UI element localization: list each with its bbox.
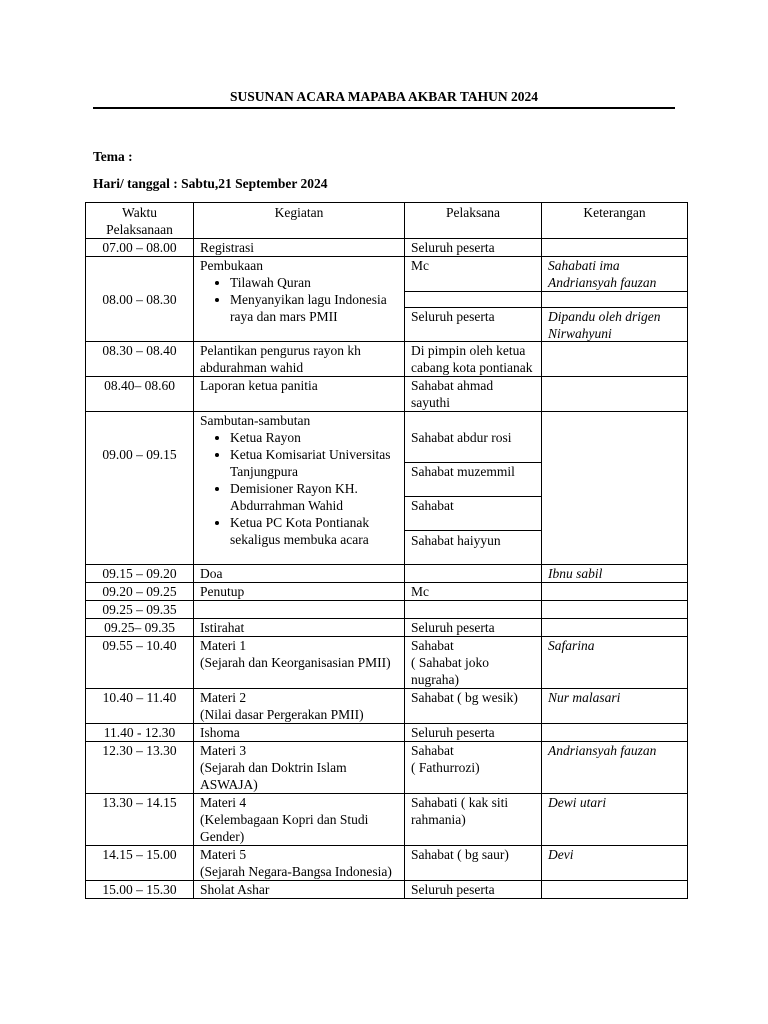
keterangan-cell: Nur malasari: [542, 689, 688, 724]
pelaksana-cell: Sahabat ( bg saur): [405, 846, 542, 881]
pelaksana-cell: Seluruh peserta: [405, 724, 542, 742]
table-row: [86, 794, 688, 846]
table-row: [86, 619, 688, 637]
pelaksana-cell: Mc: [405, 583, 542, 601]
keterangan-cell: Devi: [542, 846, 688, 881]
time-cell: 08.30 – 08.40: [86, 342, 194, 377]
table-row: [86, 412, 688, 565]
time-cell: 09.55 – 10.40: [86, 637, 194, 689]
pelaksana-cell: Sahabat ahmad sayuthi: [405, 377, 542, 412]
time-cell: 09.20 – 09.25: [86, 583, 194, 601]
pelaksana-subtitle: ( Fathurrozi): [411, 760, 480, 775]
time-cell: 08.00 – 08.30: [86, 257, 194, 342]
kegiatan-heading: Sambutan-sambutan: [200, 413, 311, 428]
kegiatan-list: [200, 429, 398, 548]
pelaksana-cell: [405, 742, 542, 794]
header-keterangan: Keterangan: [542, 203, 688, 239]
kegiatan-cell: [194, 794, 405, 846]
kegiatan-cell: Doa: [194, 565, 405, 583]
pelaksana-subcell: Seluruh peserta: [405, 307, 541, 341]
time-cell: 10.40 – 11.40: [86, 689, 194, 724]
pelaksana-subtitle: ( Sahabat joko nugraha): [411, 655, 489, 687]
kegiatan-title: Materi 4: [200, 795, 247, 810]
table-row: [86, 846, 688, 881]
time-cell: 15.00 – 15.30: [86, 881, 194, 899]
keterangan-cell: [542, 257, 688, 342]
time-cell: 09.00 – 09.15: [86, 412, 194, 565]
table-row: [86, 724, 688, 742]
pelaksana-subcell: Sahabat muzemmil: [405, 462, 541, 496]
schedule-table: [85, 202, 688, 899]
pelaksana-cell: [405, 257, 542, 342]
kegiatan-cell: Pelantikan pengurus rayon kh abdurahman wahid: [194, 342, 405, 377]
header-kegiatan: Kegiatan: [194, 203, 405, 239]
time-cell: 11.40 - 12.30: [86, 724, 194, 742]
table-row: [86, 583, 688, 601]
kegiatan-subtitle: (Sejarah dan Keorganisasian PMII): [200, 655, 391, 670]
table-header-row: [86, 203, 688, 239]
date-label: Hari/ tanggal : Sabtu,21 September 2024: [93, 176, 328, 191]
pelaksana-cell: [405, 637, 542, 689]
keterangan-cell: [542, 342, 688, 377]
pelaksana-cell: [405, 412, 542, 565]
pelaksana-cell: Seluruh peserta: [405, 619, 542, 637]
keterangan-cell: [542, 724, 688, 742]
pelaksana-cell: Seluruh peserta: [405, 881, 542, 899]
pelaksana-subcell: Sahabat haiyyun: [405, 530, 541, 562]
kegiatan-subtitle: (Sejarah dan Doktrin Islam ASWAJA): [200, 760, 347, 792]
list-item: • Tilawah Quran: [230, 274, 398, 291]
kegiatan-cell: Registrasi: [194, 239, 405, 257]
header-pelaksana: Pelaksana: [405, 203, 542, 239]
pelaksana-cell: [405, 565, 542, 583]
kegiatan-subtitle: (Nilai dasar Pergerakan PMII): [200, 707, 364, 722]
pelaksana-title: Sahabat: [411, 743, 454, 758]
kegiatan-cell: [194, 742, 405, 794]
tema-label: Tema :: [93, 149, 133, 164]
pelaksana-cell: Di pimpin oleh ketua cabang kota pontianak: [405, 342, 542, 377]
time-cell: 07.00 – 08.00: [86, 239, 194, 257]
kegiatan-cell: [194, 846, 405, 881]
pelaksana-cell: [405, 601, 542, 619]
keterangan-cell: [542, 881, 688, 899]
pelaksana-subcell: [405, 291, 541, 307]
kegiatan-cell: [194, 412, 405, 565]
kegiatan-title: Materi 3: [200, 743, 247, 758]
time-cell: 09.25 – 09.35: [86, 601, 194, 619]
table-row: [86, 689, 688, 724]
time-cell: 12.30 – 13.30: [86, 742, 194, 794]
kegiatan-cell: Laporan ketua panitia: [194, 377, 405, 412]
keterangan-cell: [542, 583, 688, 601]
table-row: [86, 742, 688, 794]
kegiatan-title: Materi 1: [200, 638, 247, 653]
kegiatan-cell: Istirahat: [194, 619, 405, 637]
keterangan-subcell: Dipandu oleh drigen Nirwahyuni: [542, 307, 687, 341]
kegiatan-subtitle: (Kelembagaan Kopri dan Studi Gender): [200, 812, 369, 844]
kegiatan-list: [200, 274, 398, 325]
keterangan-cell: Andriansyah fauzan: [542, 742, 688, 794]
keterangan-subcell: Sahabati ima Andriansyah fauzan: [548, 258, 657, 290]
pelaksana-subcell: Sahabat: [405, 496, 541, 530]
keterangan-cell: Ibnu sabil: [542, 565, 688, 583]
kegiatan-cell: [194, 689, 405, 724]
table-row: [86, 257, 688, 342]
time-cell: 13.30 – 14.15: [86, 794, 194, 846]
table-row: [86, 342, 688, 377]
table-row: [86, 637, 688, 689]
table-row: [86, 239, 688, 257]
kegiatan-cell: Sholat Ashar: [194, 881, 405, 899]
kegiatan-cell: [194, 601, 405, 619]
pelaksana-subcell: Mc: [411, 258, 429, 273]
pelaksana-cell: Sahabati ( kak siti rahmania): [405, 794, 542, 846]
kegiatan-cell: Ishoma: [194, 724, 405, 742]
table-row: [86, 601, 688, 619]
keterangan-subcell: [542, 291, 687, 307]
document-title: SUSUNAN ACARA MAPABA AKBAR TAHUN 2024: [93, 88, 675, 109]
keterangan-cell: [542, 412, 688, 565]
list-item: • Menyanyikan lagu Indonesia raya dan mars PMII: [230, 291, 398, 325]
time-cell: 09.15 – 09.20: [86, 565, 194, 583]
time-cell: 14.15 – 15.00: [86, 846, 194, 881]
keterangan-cell: Safarina: [542, 637, 688, 689]
kegiatan-title: Materi 5: [200, 847, 247, 862]
kegiatan-cell: [194, 637, 405, 689]
keterangan-cell: [542, 601, 688, 619]
list-item: • Demisioner Rayon KH. Abdurrahman Wahid: [230, 480, 398, 514]
keterangan-cell: [542, 377, 688, 412]
table-row: [86, 881, 688, 899]
pelaksana-cell: Sahabat ( bg wesik): [405, 689, 542, 724]
pelaksana-subcell: Sahabat abdur rosi: [411, 430, 512, 445]
kegiatan-heading: Pembukaan: [200, 258, 263, 273]
table-row: [86, 565, 688, 583]
keterangan-cell: [542, 239, 688, 257]
kegiatan-cell: Penutup: [194, 583, 405, 601]
time-cell: 09.25– 09.35: [86, 619, 194, 637]
keterangan-cell: Dewi utari: [542, 794, 688, 846]
list-item: • Ketua PC Kota Pontianak sekaligus membuka acara: [230, 514, 398, 548]
kegiatan-cell: [194, 257, 405, 342]
time-cell: 08.40– 08.60: [86, 377, 194, 412]
list-item: • Ketua Rayon: [230, 429, 398, 446]
kegiatan-title: Materi 2: [200, 690, 247, 705]
kegiatan-subtitle: (Sejarah Negara-Bangsa Indonesia): [200, 864, 392, 879]
header-waktu: Waktu Pelaksanaan: [86, 203, 194, 239]
pelaksana-cell: Seluruh peserta: [405, 239, 542, 257]
pelaksana-title: Sahabat: [411, 638, 454, 653]
table-row: [86, 377, 688, 412]
list-item: • Ketua Komisariat Universitas Tanjungpura: [230, 446, 398, 480]
keterangan-cell: [542, 619, 688, 637]
